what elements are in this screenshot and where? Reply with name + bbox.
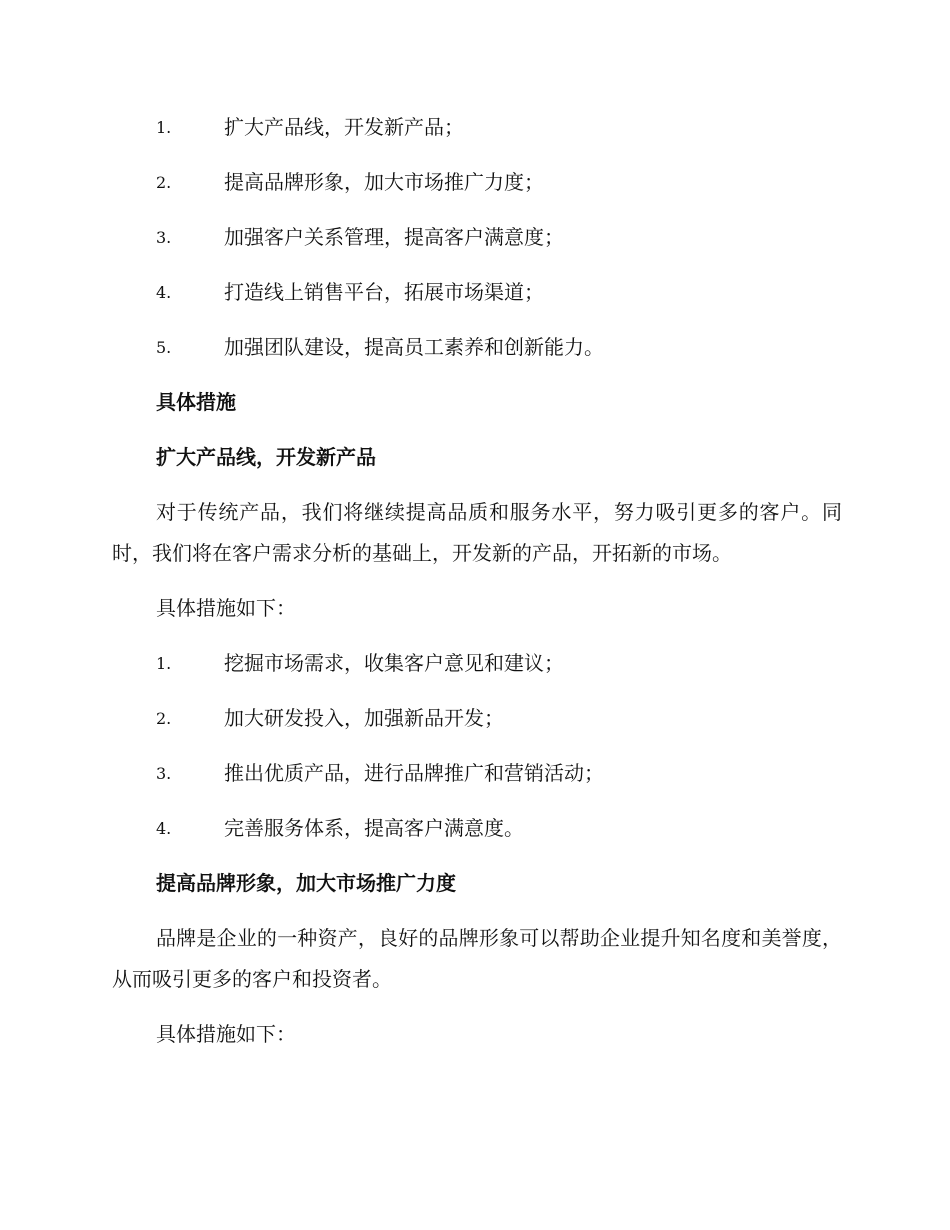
paragraph-brand: 品牌是企业的一种资产，良好的品牌形象可以帮助企业提升知名度和美誉度，从而吸引更多的客户和投资者。	[112, 926, 842, 991]
list-item	[112, 801, 842, 856]
list-item	[112, 746, 842, 801]
measures-list-product-line	[112, 636, 842, 856]
list-text: 提高品牌形象，加大市场推广力度；	[224, 170, 544, 194]
subsection-title-brand: 提高品牌形象，加大市场推广力度	[156, 871, 456, 895]
paragraph-product-line: 对于传统产品，我们将继续提高品质和服务水平，努力吸引更多的客户。同时，我们将在客户需求分析的基础上，开发新的产品，开拓新的市场。	[112, 500, 842, 565]
list-item	[112, 320, 842, 375]
list-number: 4.	[156, 819, 172, 838]
list-item	[112, 265, 842, 320]
measures-intro: 具体措施如下：	[156, 1022, 296, 1046]
list-item	[112, 155, 842, 210]
list-number: 4.	[156, 283, 172, 302]
list-number: 1.	[156, 118, 172, 137]
list-number: 1.	[156, 654, 172, 673]
list-item	[112, 691, 842, 746]
list-text: 加强团队建设，提高员工素养和创新能力。	[224, 335, 604, 359]
list-number: 3.	[156, 764, 172, 783]
list-item	[112, 100, 842, 155]
list-item	[112, 210, 842, 265]
list-number: 2.	[156, 173, 172, 192]
list-text: 加大研发投入，加强新品开发；	[224, 706, 504, 730]
list-number: 5.	[156, 338, 172, 357]
list-text: 推出优质产品，进行品牌推广和营销活动；	[224, 761, 604, 785]
list-number: 3.	[156, 228, 172, 247]
list-item	[112, 636, 842, 691]
section-title: 具体措施	[156, 390, 236, 414]
list-number: 2.	[156, 709, 172, 728]
goals-list	[112, 100, 842, 375]
measures-intro: 具体措施如下：	[156, 596, 296, 620]
document-content	[112, 100, 842, 1062]
list-text: 扩大产品线，开发新产品；	[224, 115, 464, 139]
list-text: 打造线上销售平台，拓展市场渠道；	[224, 280, 544, 304]
list-text: 完善服务体系，提高客户满意度。	[224, 816, 524, 840]
subsection-title-product-line: 扩大产品线，开发新产品	[156, 445, 376, 469]
list-text: 加强客户关系管理，提高客户满意度；	[224, 225, 564, 249]
list-text: 挖掘市场需求，收集客户意见和建议；	[224, 651, 564, 675]
